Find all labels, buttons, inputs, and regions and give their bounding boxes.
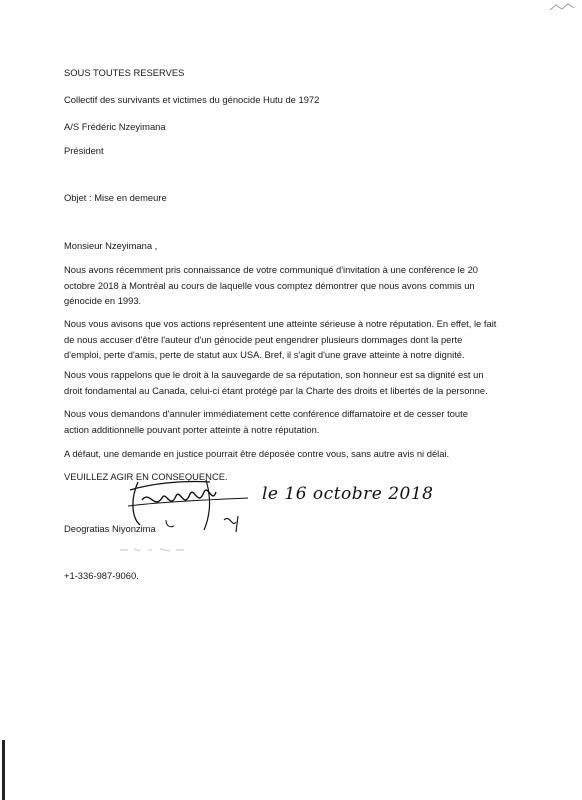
paragraph-5 xyxy=(64,446,534,462)
paragraph-2 xyxy=(64,316,534,363)
paragraph-line: action additionnelle pouvant porter atteinte à notre réputation. xyxy=(64,423,320,435)
paragraph-line: A défaut, une demande en justice pourrait être déposée contre vous, sans autre avis ni délai. xyxy=(64,448,450,459)
scan-edge-mark xyxy=(2,740,5,800)
recipient-organization: Collectif des survivants et victimes du génocide Hutu de 1972 xyxy=(64,94,320,105)
faint-scan-marks xyxy=(118,546,188,554)
paragraph-line: Nous vous demandons d'annuler immédiatement cette conférence diffamatoire et de cesser toute xyxy=(64,408,468,419)
paragraph-line: octobre 2018 à Montréal au cours de laquelle vous comptez démontrer que nous avons commis un xyxy=(64,279,475,291)
phone-number: +1-336-987-9060. xyxy=(64,570,139,581)
paragraph-line: génocide en 1993. xyxy=(64,295,142,306)
salutation: Monsieur Nzeyimana , xyxy=(64,240,158,251)
recipient-name: A/S Frédéric Nzeyimana xyxy=(64,121,166,132)
paragraph-line: Nous vous rappelons que le droit à la sauvegarde de sa réputation, son honneur est sa dignité est un xyxy=(64,369,484,380)
paragraph-line: Nous vous avisons que vos actions représentent une atteinte sérieuse à notre réputation. En effet, le fait xyxy=(64,318,497,329)
paragraph-line: de nous accuser d'être l'auteur d'un génocide peut engendrer plusieurs dommages dont la perte xyxy=(64,333,463,345)
scan-corner-mark xyxy=(548,2,576,12)
recipient-title: Président xyxy=(64,145,104,156)
paragraph-line: Nous avons récemment pris connaissance de votre communiqué d'invitation à une conférence le 20 xyxy=(64,264,479,275)
signatory-name: Deogratias Niyonzima xyxy=(64,523,156,534)
paragraph-3 xyxy=(64,367,534,398)
reserve-heading: SOUS TOUTES RESERVES xyxy=(64,67,185,78)
paragraph-4 xyxy=(64,406,534,437)
paragraph-line: droit fondamental au Canada, celui-ci étant protégé par la Charte des droits et libertés de la personne. xyxy=(64,384,488,396)
paragraph-1 xyxy=(64,262,534,309)
paragraph-line: d'emploi, perte d'amis, perte de statut aux USA. Bref, il s'agit d'une grave atteinte à notre dignité. xyxy=(64,349,465,360)
subject-line: Objet : Mise en demeure xyxy=(64,192,167,203)
closing-line: VEUILLEZ AGIR EN CONSEQUENCE. xyxy=(64,471,228,482)
handwritten-date: le 16 octobre 2018 xyxy=(262,484,434,504)
